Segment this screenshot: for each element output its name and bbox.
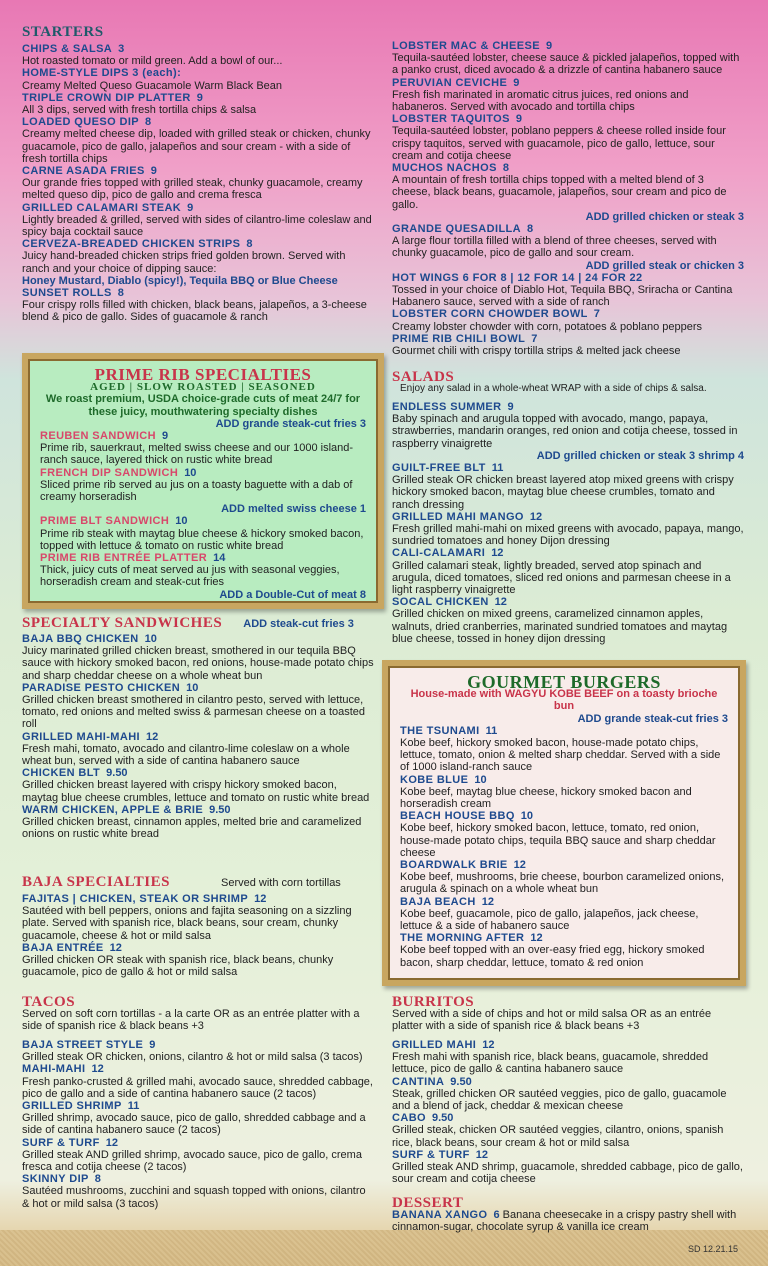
menu-item: [22, 893, 374, 942]
section-title-starters: STARTERS: [22, 24, 104, 40]
menu-item-name: LOBSTER MAC & CHEESE: [392, 40, 540, 52]
menu-item-name: LOADED QUESO DIP: [22, 116, 140, 129]
section-title-burritos: BURRITOS: [392, 994, 475, 1010]
burgers-add: ADD grande steak-cut fries 3: [577, 712, 728, 725]
menu-item-price: 9.50: [432, 1112, 454, 1125]
menu-item: [392, 596, 744, 645]
menu-item-desc: Grilled steak OR chicken, onions, cilantro & hot or mild salsa (3 tacos): [22, 1051, 363, 1064]
menu-item-desc: Kobe beef, guacamole, pico de gallo, jalapeños, jack cheese, lettuce & a side of habanero sauce: [400, 907, 699, 933]
menu-item-price: 8: [117, 287, 124, 300]
starters-section: [22, 26, 374, 38]
menu-item: [392, 272, 744, 309]
menu-item-desc: Creamy lobster chowder with corn, potatoes & poblano peppers: [392, 320, 703, 333]
menu-item-desc: Creamy melted cheese dip, loaded with grilled steak or chicken, chunky guacamole, pico de gallo, jalapeños and sour cream - with a side of fresh tortilla chips: [22, 128, 371, 165]
salads-list: [392, 401, 744, 645]
menu-item-price: 7: [593, 308, 600, 321]
menu-item-name: PERUVIAN CEVICHE: [392, 76, 508, 89]
menu-item-price: 3: [118, 43, 125, 55]
menu-item-name: TRIPLE CROWN DIP PLATTER: [22, 91, 191, 104]
menu-item-name: PRIME RIB ENTRÉE PLATTER: [40, 552, 208, 565]
menu-item-name: CHICKEN BLT: [22, 767, 101, 780]
menu-item-name: CALI-CALAMARI: [392, 547, 486, 560]
menu-item-desc: Creamy Melted Queso Guacamole Warm Black Bean: [22, 79, 283, 92]
starters-list: [22, 43, 374, 324]
section-title-tacos: TACOS: [22, 994, 76, 1010]
menu-item: [392, 1149, 744, 1186]
menu-item-price: 12: [254, 893, 267, 905]
menu-item-name: THE MORNING AFTER: [400, 932, 525, 945]
menu-item-desc: Sautéed mushrooms, zucchini and squash topped with onions, cilantro & hot or mild salsa (3 tacos): [22, 1185, 366, 1210]
salads-section: [392, 371, 744, 395]
menu-item-name: THE TSUNAMI: [400, 724, 480, 737]
menu-item-name: GRILLED MAHI-MAHI: [22, 730, 141, 743]
dessert-name: BANANA XANGO: [392, 1209, 488, 1222]
menu-item: [392, 1076, 744, 1113]
menu-item-desc: Thick, juicy cuts of meat served au jus with seasonal veggies, horseradish cream and steak-cut fries: [40, 564, 340, 589]
menu-item-price: 9: [513, 76, 520, 89]
menu-item-desc: A mountain of fresh tortilla chips topped with a melted blend of 3 cheese, black beans, guacamole, jalapeños, sour cream and pico de gallo.: [392, 174, 727, 211]
menu-item-name: GRILLED MAHI: [392, 1039, 477, 1051]
prime-rib-add: ADD grande steak-cut fries 3: [215, 417, 366, 430]
menu-item-desc: Fresh panko-crusted & grilled mahi, avocado sauce, shredded cabbage, pico de gallo and a side of cantina habanero sauce (2 tacos): [22, 1075, 373, 1100]
menu-item-addon: ADD grilled chicken or steak 3 shrimp 4: [536, 449, 744, 462]
menu-item-price: 9.50: [209, 803, 231, 816]
menu-item-name: SUNSET ROLLS: [22, 287, 112, 300]
menu-item-name: MAHI-MAHI: [22, 1063, 86, 1076]
menu-item-desc: Prime rib, sauerkraut, melted swiss cheese and our 1000 island-ranch sauce, layered thick on rustic white bread: [40, 442, 354, 467]
menu-item: [400, 932, 728, 969]
menu-item-name: PRIME BLT SANDWICH: [40, 515, 170, 528]
menu-item-desc: Kobe beef, hickory smoked bacon, lettuce, tomato, red onion, house-made potato chips, tequila BBQ sauce and sharp cheddar cheese: [400, 822, 716, 859]
menu-item-desc: Grilled chicken breast, cinnamon apples, melted brie and caramelized onions on rustic white bread: [22, 816, 362, 841]
menu-item-name: SOCAL CHICKEN: [392, 596, 489, 609]
menu-item-desc: Prime rib steak with maytag blue cheese & hickory smoked bacon, topped with lettuce & tomato on rustic white bread: [40, 527, 364, 552]
menu-item-addon: ADD grilled chicken or steak 3: [585, 210, 744, 223]
menu-item-name: BAJA STREET STYLE: [22, 1039, 144, 1051]
menu-item-price: 9.50: [106, 767, 128, 780]
burritos-intro: Served with a side of chips and hot or mild salsa OR as an entrée platter with a side of spanish rice & black beans +3: [392, 1008, 712, 1033]
menu-item: [392, 547, 744, 596]
menu-item: [40, 467, 366, 516]
tacos-section: [22, 996, 374, 1033]
menu-item-desc: Fresh mahi, tomato, avocado and cilantro-lime coleslaw on a whole wheat bun, served with a side of cantina habanero sauce: [22, 742, 350, 768]
menu-item-name: BAJA BBQ CHICKEN: [22, 633, 139, 645]
menu-item: [22, 238, 374, 275]
menu-item-price: 8: [246, 238, 253, 251]
menu-item-price: 11: [491, 462, 504, 475]
menu-item-price: 12: [513, 859, 526, 872]
menu-item-name: ENDLESS SUMMER: [392, 401, 502, 413]
menu-item-price: 8: [527, 223, 534, 236]
menu-item: [22, 1100, 374, 1137]
menu-item-price: 9: [545, 40, 553, 52]
menu-item: [22, 731, 374, 768]
menu-item-price: 10: [520, 810, 534, 823]
menu-item-price: 9: [187, 201, 194, 214]
menu-item: [22, 287, 374, 324]
salads-intro: Enjoy any salad in a whole-wheat WRAP with a side of chips & salsa.: [400, 383, 707, 395]
menu-item-price: 9: [149, 1039, 156, 1051]
menu-item-desc: Honey Mustard, Diablo (spicy!), Tequila BBQ or Blue Cheese: [22, 274, 338, 287]
menu-item-price: 7: [531, 332, 538, 345]
menu-item: [22, 767, 374, 804]
menu-item-desc: Steak, grilled chicken OR sautéed veggies, pico de gallo, guacamole and a blend of jack, cheddar & mexican cheese: [392, 1087, 727, 1113]
menu-item: [40, 552, 366, 601]
right-starters-list: [392, 40, 744, 357]
prime-rib-box: [22, 353, 384, 609]
menu-item: [22, 1063, 374, 1100]
menu-item-name: GRILLED MAHI MANGO: [392, 510, 524, 523]
burgers-box: [382, 660, 746, 986]
menu-item: [22, 116, 374, 165]
menu-item-name: LOBSTER CORN CHOWDER BOWL: [392, 308, 588, 321]
menu-item-name: FRENCH DIP SANDWICH: [40, 466, 179, 479]
section-title-salads: SALADS: [392, 369, 455, 385]
menu-item: [392, 401, 744, 462]
dessert-section: [392, 1197, 744, 1234]
burgers-list: [400, 725, 728, 969]
menu-item-desc: Grilled steak AND shrimp, guacamole, shredded cabbage, pico de gallo, sour cream and cotija cheese: [392, 1161, 743, 1186]
menu-item: [392, 40, 744, 77]
menu-item-name: FAJITAS | CHICKEN, STEAK OR SHRIMP: [22, 893, 249, 905]
menu-item-desc: Hot roasted tomato or mild green. Add a bowl of our...: [22, 55, 283, 68]
menu-item-name: HOME-STYLE DIPS 3 (each):: [22, 67, 182, 80]
menu-item: [22, 43, 374, 67]
menu-item-name: HOT WINGS 6 FOR 8 | 12 FOR 14 | 24 FOR 22: [392, 271, 643, 284]
burgers-intro: House-made with WAGYU KOBE BEEF on a toasty brioche bun: [410, 688, 718, 713]
menu-item: [400, 859, 728, 896]
menu-item: [40, 430, 366, 467]
menu-item-price: 12: [530, 932, 543, 945]
menu-item-price: 9: [150, 165, 157, 178]
menu-item-desc: Sautéed with bell peppers, onions and fajita seasoning on a sizzling plate. Served with spanish rice, black beans, sour cream, chunky guacamole, cheese & hot or mild salsa: [22, 905, 352, 942]
menu-item-name: BEACH HOUSE BBQ: [400, 810, 515, 823]
section-title-sandwiches: SPECIALTY SANDWICHES: [22, 615, 223, 631]
prime-rib-list: [40, 430, 366, 601]
menu-item-price: 12: [494, 596, 507, 609]
menu-item-addon: ADD melted swiss cheese 1: [221, 503, 366, 516]
menu-item: [22, 67, 374, 91]
menu-item-desc: Kobe beef topped with an over-easy fried egg, hickory smoked bacon, sharp cheddar, lettuce, tomato & red onion: [400, 944, 705, 969]
menu-item-price: 9.50: [450, 1075, 472, 1088]
menu-item-desc: Grilled calamari steak, lightly breaded, served atop spinach and arugula, diced tomatoes, sliced red onions and parmesan cheese in a light raspberry vinaigrette: [392, 559, 731, 597]
prime-rib-subtitle: AGED | SLOW ROASTED | SEASONED: [90, 381, 316, 394]
menu-item-desc: Grilled shrimp, avocado sauce, pico de gallo, shredded cabbage and a side of cantina habanero sauce (2 tacos): [22, 1112, 366, 1137]
menu-item: [22, 1039, 374, 1063]
menu-item-name: CABO: [392, 1112, 426, 1125]
menu-item-desc: Grilled steak OR chicken breast layered atop mixed greens with crispy hickory smoked bacon, maytag blue cheese crumbles, tomato and ranch dressing: [392, 474, 734, 511]
menu-item-name: PARADISE PESTO CHICKEN: [22, 681, 181, 694]
baja-header: [22, 876, 374, 889]
menu-item-price: 12: [481, 895, 494, 908]
menu-item: [22, 942, 374, 979]
menu-item-price: 12: [109, 941, 122, 954]
section-title-prime-rib: PRIME RIB SPECIALTIES: [94, 365, 312, 384]
baja-note: Served with corn tortillas: [220, 877, 341, 889]
menu-item-price: 12: [491, 547, 504, 560]
tacos-intro: Served on soft corn tortillas - a la carte OR as an entrée platter with a side of spanish rice & black beans +3: [22, 1008, 360, 1033]
menu-item: [400, 774, 728, 811]
menu-item-name: CANTINA: [392, 1075, 445, 1088]
sand-decoration: [0, 1230, 768, 1266]
menu-item-name: KOBE BLUE: [400, 773, 469, 786]
menu-item: [22, 804, 374, 841]
menu-item-price: 10: [474, 773, 487, 786]
menu-item-name: GRANDE QUESADILLA: [392, 223, 522, 236]
menu-item-desc: Tossed in your choice of Diablo Hot, Tequila BBQ, Sriracha or Cantina Habanero sauce, served with a side of ranch: [392, 284, 733, 309]
menu-item-desc: Tequila-sautéed lobster, poblano peppers & cheese rolled inside four crispy taquitos, served with guacamole, pico de gallo, lettuce, sour cream and cotija cheese: [392, 125, 726, 162]
menu-item-desc: Grilled chicken on mixed greens, caramelized cinnamon apples, walnuts, dried cranberries, marinated sundried tomatoes and maytag blue cheese, tossed in honey dijon dressing: [392, 608, 728, 645]
menu-item-price: 9: [196, 91, 203, 104]
menu-item-desc: Grilled chicken breast smothered in cilantro pesto, served with lettuce, tomato, red onions and melted swiss & parmesan cheese on a toasted roll: [22, 694, 366, 731]
menu-item-price: 8: [145, 116, 152, 129]
menu-item-price: 12: [105, 1136, 118, 1149]
menu-item-name: CARNE ASADA FRIES: [22, 165, 145, 178]
section-title-baja: BAJA SPECIALTIES: [22, 874, 170, 890]
menu-item-desc: Grilled chicken OR steak with spanish rice, black beans, chunky guacamole, pico de gallo & hot or mild salsa: [22, 954, 334, 979]
menu-item-price: 9: [162, 430, 169, 443]
menu-item-name: BAJA BEACH: [400, 895, 476, 908]
menu-item: [392, 511, 744, 548]
burritos-list: [392, 1039, 744, 1185]
menu-item-desc: Our grande fries topped with grilled steak, chunky guacamole, creamy melted queso dip, pico de gallo and crema fresca: [22, 177, 363, 202]
sandwiches-list: [22, 633, 374, 840]
menu-item-price: 12: [475, 1148, 488, 1161]
menu-item: [392, 462, 744, 511]
menu-item: [40, 515, 366, 552]
menu-item-desc: Fresh grilled mahi-mahi on mixed greens with avocado, papaya, mango, sundried tomatoes and honey Dijon dressing: [392, 523, 744, 548]
menu-item: [22, 1173, 374, 1210]
menu-item-name: MUCHOS NACHOS: [392, 162, 497, 175]
menu-item-price: 10: [186, 681, 199, 694]
menu-item: [22, 682, 374, 731]
menu-item-price: 11: [485, 724, 498, 737]
menu-item-addon: ADD a Double-Cut of meat 8: [219, 588, 366, 601]
menu-item: [392, 113, 744, 162]
sandwiches-add: ADD steak-cut fries 3: [243, 618, 354, 630]
menu-item-name: SURF & TURF: [392, 1148, 470, 1161]
menu-item-desc: Gourmet chili with crispy tortilla strips & melted jack cheese: [392, 345, 681, 358]
menu-item: [22, 165, 374, 202]
menu-item-addon: ADD grilled steak or chicken 3: [585, 259, 744, 272]
menu-item: [392, 333, 744, 357]
menu-item: [392, 1112, 744, 1149]
menu-item-name: GRILLED SHRIMP: [22, 1100, 122, 1113]
menu-item-desc: Sliced prime rib served au jus on a toasty baguette with a dab of creamy horseradish: [40, 478, 353, 504]
menu-item-price: 12: [146, 730, 159, 743]
menu-item-desc: Juicy hand-breaded chicken strips fried golden brown. Served with ranch and your choice of dipping sauce:: [22, 250, 346, 275]
menu-item-price: 8: [502, 162, 509, 175]
baja-list: [22, 893, 374, 978]
prime-rib-intro: We roast premium, USDA choice-grade cuts of meat 24/7 for these juicy, mouthwatering specialty dishes: [45, 393, 361, 418]
menu-item-name: BAJA ENTRÉE: [22, 941, 104, 954]
menu-item-name: CERVEZA-BREADED CHICKEN STRIPS: [22, 238, 241, 251]
sandwiches-header: [22, 617, 374, 630]
tacos-list: [22, 1039, 374, 1210]
section-title-burgers: GOURMET BURGERS: [467, 672, 661, 692]
menu-item-desc: A large flour tortilla filled with a blend of three cheeses, served with chunky guacamole, pico de gallo and sour cream.: [392, 235, 717, 260]
dessert-desc: Banana cheesecake in a crispy pastry shell with cinnamon-sugar, chocolate syrup & vanilla ice cream: [392, 1209, 737, 1234]
menu-item-name: CHIPS & SALSA: [22, 43, 113, 55]
menu-item: [22, 202, 374, 239]
menu-item-desc: Kobe beef, mushrooms, brie cheese, bourbon caramelized onions, arugula & spinach on a whole wheat bun: [400, 871, 725, 896]
menu-item-price: 10: [175, 515, 188, 528]
menu-item: [392, 308, 744, 332]
menu-item: [400, 896, 728, 933]
menu-item-name: PRIME RIB CHILI BOWL: [392, 332, 526, 345]
menu-item-name: SKINNY DIP: [22, 1173, 89, 1186]
menu-item-price: 12: [529, 510, 543, 523]
menu-item: [22, 633, 374, 682]
menu-item-price: 11: [127, 1100, 140, 1113]
menu-item-price: 9: [515, 113, 522, 126]
menu-item: [22, 275, 374, 287]
menu-item-desc: Lightly breaded & grilled, served with sides of cilantro-lime coleslaw and spicy baja cocktail sauce: [22, 213, 372, 239]
menu-item-name: REUBEN SANDWICH: [40, 430, 156, 443]
menu-item: [22, 1137, 374, 1174]
menu-item-name: SURF & TURF: [22, 1136, 100, 1149]
footer-code: SD 12.21.15: [687, 1244, 738, 1254]
menu-item: [400, 810, 728, 859]
section-title-dessert: DESSERT: [392, 1195, 464, 1211]
menu-item-desc: Grilled chicken breast layered with crispy hickory smoked bacon, maytag blue cheese crumbles, lettuce and tomato on rustic white bread: [22, 779, 370, 804]
menu-item: [400, 725, 728, 774]
menu-item-desc: Four crispy rolls filled with chicken, black beans, jalapeños, a 3-cheese blend & pico de gallo. Sides of guacamole & ranch: [22, 299, 367, 324]
menu-item: [22, 92, 374, 116]
burritos-section: [392, 996, 744, 1033]
menu-item: [392, 1039, 744, 1076]
menu-item-price: 9: [507, 401, 514, 413]
dessert-price: 6: [493, 1209, 500, 1222]
menu-item: [392, 162, 744, 223]
menu-item: [392, 77, 744, 114]
menu-item-name: GUILT-FREE BLT: [392, 462, 486, 475]
menu-item-desc: All 3 dips, served with fresh tortilla chips & salsa: [22, 104, 257, 117]
menu-item-name: LOBSTER TAQUITOS: [392, 113, 510, 126]
menu-item: [392, 223, 744, 272]
menu-item-price: 10: [184, 466, 197, 479]
menu-item-desc: Grilled steak AND grilled shrimp, avocado sauce, pico de gallo, crema fresca and cotija cheese (2 tacos): [22, 1148, 362, 1174]
menu-item-desc: Kobe beef, hickory smoked bacon, house-made potato chips, lettuce, tomato, onion & melted sharp cheddar. Served with a side of 1000 island-ranch sauce: [400, 737, 721, 774]
menu-item-desc: Fresh mahi with spanish rice, black beans, guacamole, shredded lettuce, pico de gallo & cantina habanero sauce: [392, 1051, 709, 1076]
menu-item-price: 10: [144, 633, 157, 645]
menu-item-desc: Fresh fish marinated in aromatic citrus juices, red onions and habaneros. Served with avocado and tortilla chips: [392, 88, 689, 114]
menu-item-price: 12: [91, 1063, 104, 1076]
menu-item-price: 14: [213, 552, 226, 565]
menu-item-desc: Baby spinach and arugula topped with avocado, mango, papaya, strawberries, mandarin oranges, red onion and cotija cheese, tossed in raspberry vinaigrette: [392, 413, 738, 450]
menu-item-desc: Grilled steak, chicken OR sautéed veggies, cilantro, onions, spanish rice, black beans, sour cream & hot or mild salsa: [392, 1124, 724, 1149]
menu-item-name: WARM CHICKEN, APPLE & BRIE: [22, 803, 204, 816]
menu-item-price: 12: [482, 1039, 495, 1051]
menu-item-desc: Tequila-sautéed lobster, cheese sauce & pickled jalapeños, topped with a panko crust, diced avocado & a drizzle of cantina habanero sauce: [392, 52, 740, 77]
menu-item-name: GRILLED CALAMARI STEAK: [22, 201, 182, 214]
menu-item-name: BOARDWALK BRIE: [400, 859, 508, 872]
menu-item-desc: Kobe beef, maytag blue cheese, hickory smoked bacon and horseradish cream: [400, 785, 692, 811]
menu-item-desc: Juicy marinated grilled chicken breast, smothered in our tequila BBQ sauce with hickory smoked bacon, red onions, house-made potato chips and sharp cheddar cheese on a whole wheat bun: [22, 645, 374, 682]
menu-item-price: 8: [94, 1173, 101, 1186]
